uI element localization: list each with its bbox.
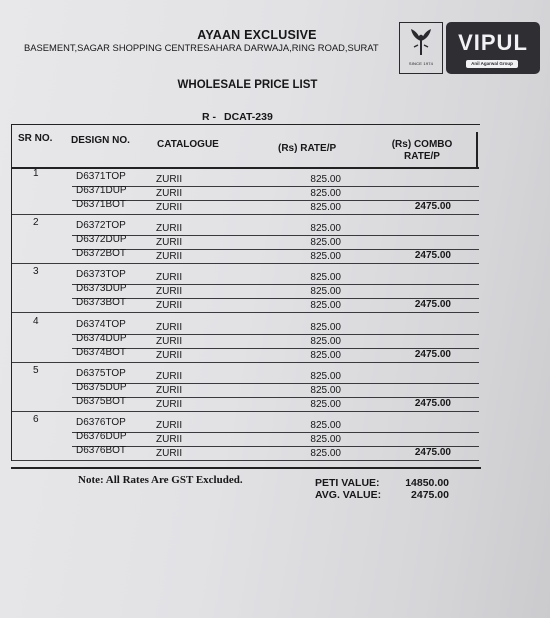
catalogue-name: ZURII	[156, 384, 183, 396]
rate-value: 825.00	[310, 202, 341, 213]
rate-value: 825.00	[310, 321, 341, 333]
table-row-group	[0, 266, 550, 315]
catalogue-name: ZURII	[156, 420, 183, 431]
table-row-group	[0, 365, 550, 414]
avg-value: 2475.00	[411, 489, 449, 501]
catalogue-name: ZURII	[156, 251, 183, 263]
combo-rate-value: 2475.00	[414, 201, 451, 212]
brand-logo	[446, 22, 540, 74]
combo-rate-value: 2475.00	[414, 299, 451, 311]
catalogue-name: ZURII	[156, 202, 183, 213]
catalogue-name: ZURII	[156, 300, 183, 312]
rate-value: 825.00	[310, 335, 341, 347]
catalogue-name: ZURII	[156, 321, 183, 333]
reference-code: DCAT-239	[224, 111, 273, 123]
design-code: D6375TOP	[76, 367, 126, 379]
combo-header-line2: RATE/P	[404, 151, 440, 162]
catalogue-name: ZURII	[156, 448, 183, 459]
rate-value: 825.00	[310, 398, 341, 410]
table-row-group	[0, 414, 550, 463]
catalogue-name: ZURII	[156, 174, 183, 185]
catalogue-name: ZURII	[156, 434, 183, 445]
rate-value: 825.00	[310, 349, 341, 361]
table-row-group	[0, 168, 550, 217]
design-code: D6373BOT	[76, 297, 127, 309]
sr-number: 6	[33, 414, 39, 425]
table-row-group	[0, 316, 550, 365]
company-name: AYAAN EXCLUSIVE	[197, 28, 317, 42]
column-header-catalogue: CATALOGUE	[157, 139, 219, 150]
row-divider	[72, 432, 479, 433]
rate-value: 825.00	[310, 174, 341, 185]
design-code: D6374DUP	[76, 332, 127, 344]
design-code: D6372DUP	[76, 234, 127, 246]
peti-value: 14850.00	[405, 477, 449, 489]
design-code: D6374BOT	[76, 346, 127, 358]
rate-value: 825.00	[310, 188, 341, 199]
catalogue-name: ZURII	[156, 398, 183, 410]
row-divider	[72, 235, 479, 236]
design-code: D6371BOT	[76, 199, 127, 210]
document-title: WHOLESALE PRICE LIST	[177, 79, 318, 91]
company-logo	[399, 22, 443, 74]
rate-value: 825.00	[310, 448, 341, 459]
catalogue-name: ZURII	[156, 237, 183, 249]
avg-value-label: AVG. VALUE:	[315, 489, 382, 501]
design-code: D6373TOP	[76, 269, 126, 281]
catalogue-name: ZURII	[156, 370, 183, 382]
catalogue-name: ZURII	[156, 335, 183, 347]
design-code: D6373DUP	[76, 283, 127, 295]
design-code: D6372TOP	[76, 220, 126, 232]
combo-rate-value: 2475.00	[414, 348, 451, 360]
column-header-rate: (Rs) RATE/P	[278, 143, 337, 154]
sr-number: 2	[33, 217, 39, 229]
design-code: D6376TOP	[76, 417, 126, 428]
design-code: D6374TOP	[76, 318, 126, 330]
column-header-combo-rate	[386, 139, 458, 163]
row-divider	[12, 362, 479, 363]
column-header-sr-no: SR NO.	[18, 133, 53, 144]
catalogue-name: ZURII	[156, 188, 183, 199]
table-row-group	[0, 217, 550, 266]
rate-value: 825.00	[310, 420, 341, 431]
rate-value: 825.00	[310, 251, 341, 263]
catalogue-name: ZURII	[156, 223, 183, 235]
column-header-design-no: DESIGN NO.	[71, 135, 130, 146]
header-right-border	[476, 132, 478, 168]
rate-value: 825.00	[310, 223, 341, 235]
combo-rate-value: 2475.00	[414, 397, 451, 409]
catalogue-name: ZURII	[156, 349, 183, 361]
rate-value: 825.00	[310, 300, 341, 312]
design-code: D6376BOT	[76, 445, 127, 456]
design-code: D6376DUP	[76, 431, 127, 442]
combo-rate-value: 2475.00	[414, 447, 451, 458]
rate-value: 825.00	[310, 272, 341, 284]
sr-number: 1	[33, 168, 39, 179]
row-divider	[12, 312, 479, 313]
combo-rate-value: 2475.00	[414, 250, 451, 262]
row-divider	[72, 334, 479, 335]
peacock-logo-icon	[406, 27, 436, 57]
rate-value: 825.00	[310, 434, 341, 445]
design-code: D6375DUP	[76, 381, 127, 393]
brand-tagline: Anil Agarwal Group	[466, 60, 518, 68]
company-address: BASEMENT,SAGAR SHOPPING CENTRESAHARA DARWAJA,RING ROAD,SURAT	[24, 42, 379, 53]
sr-number: 4	[33, 315, 39, 327]
row-divider	[72, 186, 479, 187]
catalogue-name: ZURII	[156, 286, 183, 298]
row-divider	[12, 214, 479, 215]
table-bottom-border	[11, 467, 481, 469]
brand-name: VIPUL	[458, 30, 528, 55]
row-divider	[72, 383, 479, 384]
row-divider	[72, 284, 479, 285]
rate-value: 825.00	[310, 286, 341, 298]
logo-since-text: SINCE 1974	[408, 61, 434, 66]
sr-number: 5	[33, 364, 39, 376]
rate-value: 825.00	[310, 384, 341, 396]
design-code: D6372BOT	[76, 248, 127, 260]
rate-value: 825.00	[310, 370, 341, 382]
catalogue-name: ZURII	[156, 272, 183, 284]
reference-label: R -	[202, 111, 216, 123]
gst-note: Note: All Rates Are GST Excluded.	[78, 474, 243, 486]
row-divider	[12, 411, 479, 412]
design-code: D6371TOP	[76, 171, 126, 182]
peti-value-label: PETI VALUE:	[315, 477, 380, 489]
row-divider	[12, 263, 479, 264]
design-code: D6371DUP	[76, 185, 127, 196]
sr-number: 3	[33, 266, 39, 278]
combo-header-line1: (Rs) COMBO	[391, 139, 453, 150]
design-code: D6375BOT	[76, 395, 127, 407]
row-divider	[12, 460, 479, 461]
rate-value: 825.00	[310, 237, 341, 249]
